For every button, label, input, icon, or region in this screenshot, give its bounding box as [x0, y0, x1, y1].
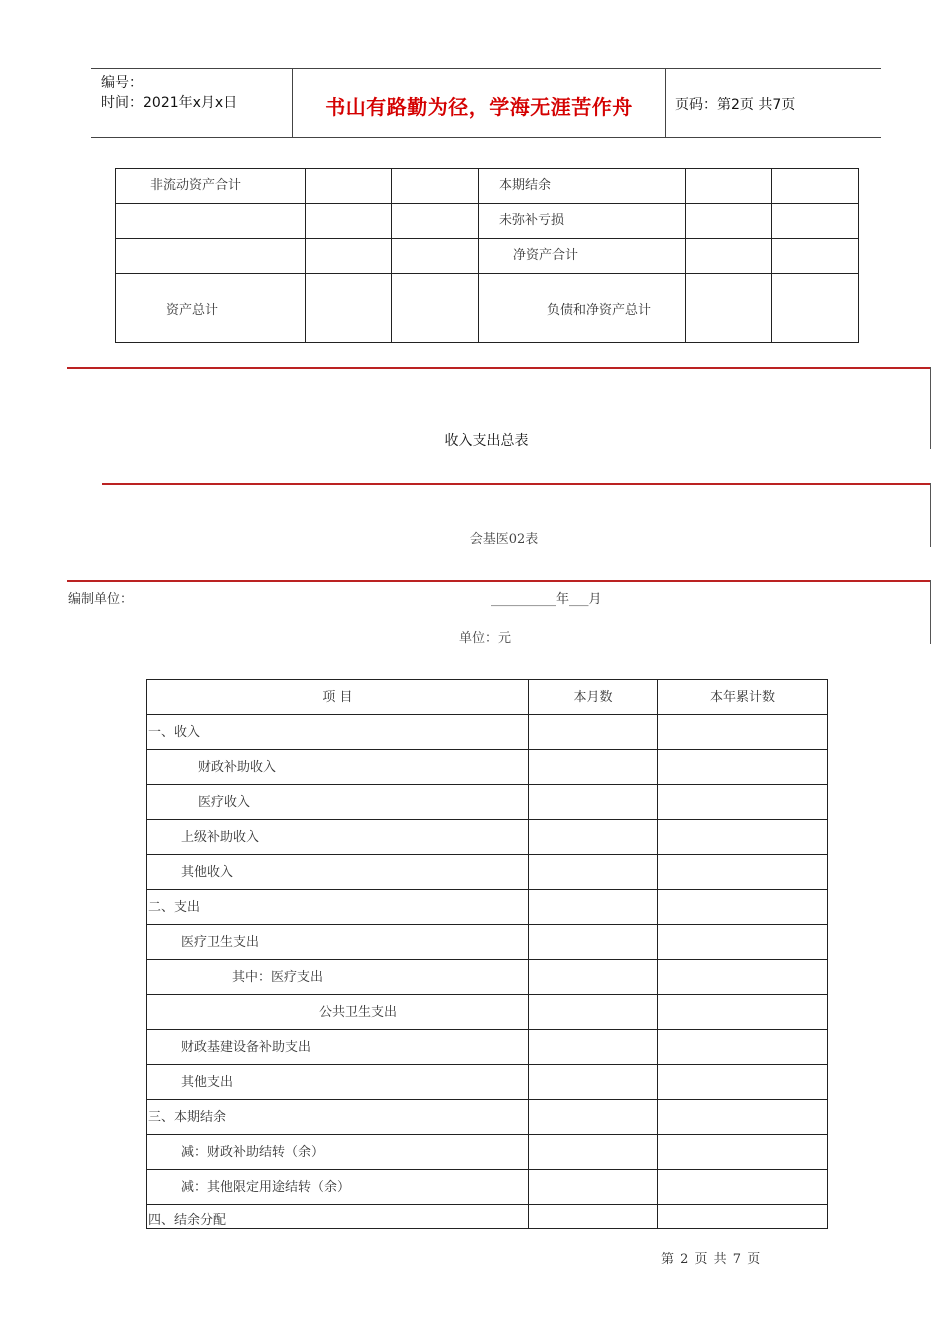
row-label: 其他支出 [181, 1075, 234, 1090]
row-label: 其中：医疗支出 [232, 970, 324, 985]
report-date-field: __________年___月 [491, 592, 602, 607]
column-header-item: 项 目 [322, 690, 353, 705]
table-row [147, 820, 828, 855]
balance-right-label: 本期结余 [499, 178, 552, 193]
column-header-ytd: 本年累计数 [709, 690, 775, 705]
row-label: 财政基建设备补助支出 [181, 1040, 312, 1055]
red-divider [67, 367, 931, 369]
unit-label: 单位：元 [459, 631, 512, 646]
table-row [147, 890, 828, 925]
row-label: 其他收入 [181, 865, 234, 880]
row-label: 减：财政补助结转（余） [181, 1145, 325, 1160]
row-label: 减：其他限定用途结转（余） [181, 1180, 351, 1195]
table-row [147, 995, 828, 1030]
row-label: 三、本期结余 [148, 1110, 227, 1125]
section-title: 收入支出总表 [444, 433, 529, 449]
table-row [147, 1170, 828, 1205]
table-row [147, 925, 828, 960]
red-divider [67, 580, 931, 582]
time-label: 时间：2021年x月x日 [101, 95, 238, 111]
row-label: 财政补助收入 [198, 760, 277, 775]
table-row [147, 715, 828, 750]
balance-left-label: 非流动资产合计 [150, 178, 242, 193]
table-row [147, 1100, 828, 1135]
row-label: 医疗卫生支出 [181, 935, 260, 950]
document-header [91, 68, 881, 138]
row-label: 二、支出 [148, 900, 201, 915]
table-row [147, 1065, 828, 1100]
table-row [147, 1030, 828, 1065]
table-row [147, 1205, 828, 1229]
table-row [147, 785, 828, 820]
header-motto: 书山有路勤为径，学海无涯苦作舟 [325, 95, 633, 119]
row-label: 上级补助收入 [181, 830, 260, 845]
balance-right-label: 净资产合计 [513, 248, 579, 263]
footer-page-number: 第 2 页 共 7 页 [661, 1252, 762, 1267]
compiler-label: 编制单位： [68, 592, 134, 607]
table-row [147, 1135, 828, 1170]
table-row [147, 960, 828, 995]
table-row [116, 204, 859, 239]
header-page-label: 页码：第2页 共7页 [675, 97, 796, 113]
balance-table [115, 168, 859, 343]
vertical-rule [930, 580, 931, 644]
row-label: 医疗收入 [198, 795, 251, 810]
form-code: 会基医02表 [469, 532, 539, 547]
row-label: 一、收入 [148, 725, 201, 740]
row-label: 公共卫生支出 [319, 1005, 398, 1020]
row-label: 四、结余分配 [148, 1213, 227, 1228]
table-row [116, 274, 859, 343]
table-row [116, 169, 859, 204]
header-divider [665, 69, 666, 137]
table-row [147, 750, 828, 785]
number-label: 编号： [101, 75, 143, 91]
column-header-month: 本月数 [573, 690, 613, 705]
balance-right-label: 负债和净资产总计 [547, 302, 652, 318]
balance-right-label: 未弥补亏损 [499, 213, 565, 228]
red-divider [102, 483, 931, 485]
table-row [116, 239, 859, 274]
header-meta [101, 73, 237, 113]
balance-left-label: 资产总计 [166, 302, 219, 318]
table-row [147, 855, 828, 890]
table-header-row [147, 680, 828, 715]
income-expenditure-table [146, 679, 828, 1229]
